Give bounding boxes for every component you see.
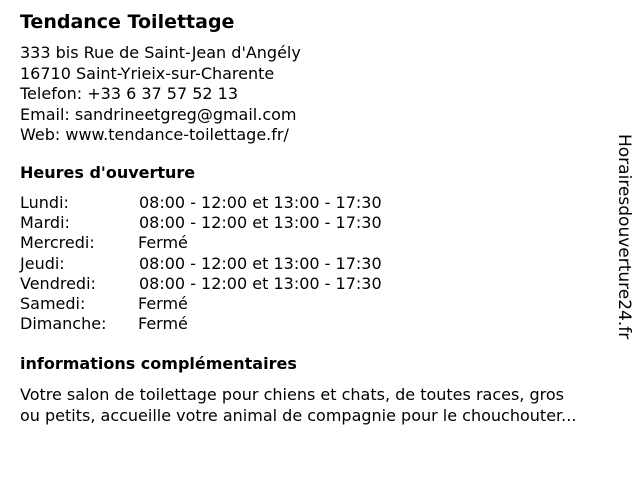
hours-row-tuesday xyxy=(20,213,440,233)
website: Web: www.tendance-toilettage.fr/ xyxy=(20,125,289,144)
hours-row-thursday xyxy=(20,254,440,274)
street-address: 333 bis Rue de Saint-Jean d'Angély xyxy=(20,43,301,62)
business-name: Tendance Toilettage xyxy=(20,11,235,33)
opening-hours-heading: Heures d'ouverture xyxy=(20,163,196,182)
hours-row-sunday xyxy=(20,314,440,334)
business-contact xyxy=(20,43,301,146)
day-hours: Fermé xyxy=(138,293,188,313)
additional-info-heading: informations complémentaires xyxy=(20,354,297,373)
day-label: Mercredi: xyxy=(20,233,95,253)
city-address: 16710 Saint-Yrieix-sur-Charente xyxy=(20,63,275,83)
day-label: Samedi: xyxy=(20,293,86,313)
day-hours: 08:00 - 12:00 et 13:00 - 17:30 xyxy=(139,193,382,212)
day-hours: Fermé xyxy=(138,233,188,253)
day-hours: 08:00 - 12:00 et 13:00 - 17:30 xyxy=(139,273,382,293)
email-address: Email: sandrineetgreg@gmail.com xyxy=(20,104,297,124)
description-line: Votre salon de toilettage pour chiens et chats, de toutes races, gros xyxy=(20,385,564,404)
day-label: Jeudi: xyxy=(20,253,65,273)
hours-row-friday xyxy=(20,274,440,294)
site-watermark: Horairesdouverture24.fr xyxy=(614,134,634,340)
day-label: Lundi: xyxy=(20,193,69,212)
hours-row-monday xyxy=(20,193,440,213)
hours-row-wednesday xyxy=(20,233,440,253)
day-hours: Fermé xyxy=(138,314,188,334)
day-hours: 08:00 - 12:00 et 13:00 - 17:30 xyxy=(139,213,382,233)
additional-info-text xyxy=(20,385,630,426)
opening-hours-table xyxy=(20,193,440,334)
day-label: Dimanche: xyxy=(20,314,107,334)
day-label: Mardi: xyxy=(20,213,70,233)
phone-number: Telefon: +33 6 37 57 52 13 xyxy=(20,84,239,103)
hours-row-saturday xyxy=(20,294,440,314)
day-label: Vendredi: xyxy=(20,273,96,293)
day-hours: 08:00 - 12:00 et 13:00 - 17:30 xyxy=(139,253,382,273)
description-line: ou petits, accueille votre animal de compagnie pour le chouchouter... xyxy=(20,405,577,425)
